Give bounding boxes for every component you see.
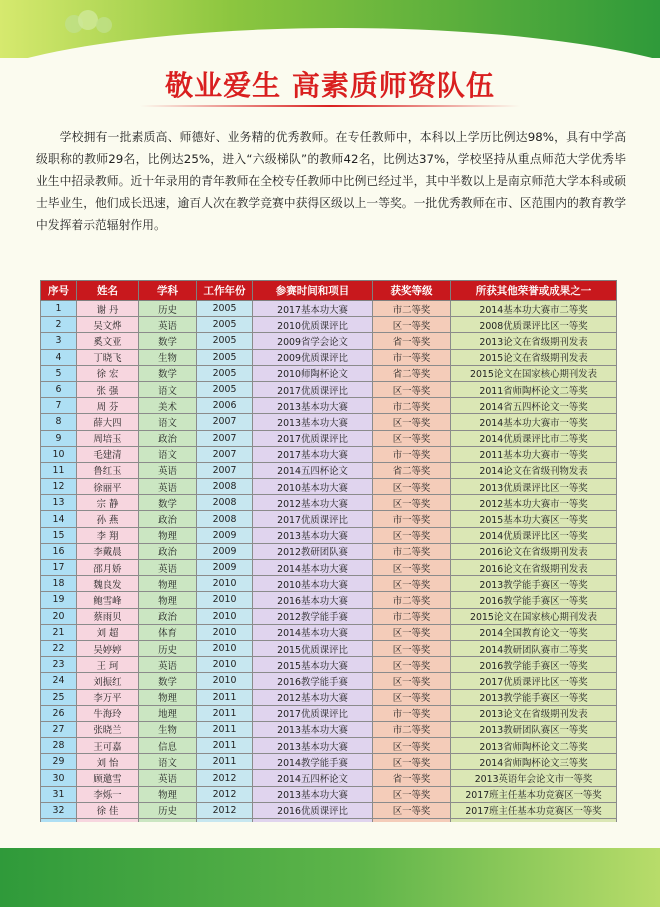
table-cell: 市二等奖 <box>373 721 451 737</box>
table-cell: 2014教研团队赛市二等奖 <box>451 640 617 656</box>
table-cell: 2010师陶杯论文 <box>253 365 373 381</box>
table-cell: 语文 <box>139 414 197 430</box>
table-cell: 13 <box>41 495 77 511</box>
table-cell: 2011 <box>197 754 253 770</box>
table-cell: 16 <box>41 543 77 559</box>
table-cell: 毛建清 <box>77 446 139 462</box>
table-header-row <box>41 281 617 301</box>
table-cell: 2010 <box>197 592 253 608</box>
table-row <box>41 738 617 754</box>
table-cell: 2010 <box>197 657 253 673</box>
table-cell: 市一等奖 <box>373 705 451 721</box>
table-cell: 2010 <box>197 673 253 689</box>
table-cell: 28 <box>41 738 77 754</box>
page-title: 敬业爱生 高素质师资队伍 <box>165 69 495 102</box>
table-cell: 2014五四杯论文 <box>253 462 373 478</box>
table-cell: 徐 佳 <box>77 802 139 818</box>
table-cell: 魏良发 <box>77 576 139 592</box>
table-cell: 区一等奖 <box>373 527 451 543</box>
intro-paragraph: 学校拥有一批素质高、师德好、业务精的优秀教师。在专任教师中，本科以上学历比例达98%，具有中学高级职称的教师29名，比例达25%，进入“六级梯队”的教师42名，比例达37%，学校坚持从重点师范大学优秀毕业生中招录教师。近十年录用的青年教师在全校专任教师中比例已经过半，其中半数以上是南京师范大学本科或硕士毕业生，他们成长迅速，逾百人次在教学竞赛中获得区级以上一等奖。一批优秀教师在市、区范围内的教育教学中发挥着示范辐射作用。 <box>36 130 626 232</box>
table-cell: 区一等奖 <box>373 689 451 705</box>
table-cell: 2015基本功大赛 <box>253 657 373 673</box>
table-row <box>41 705 617 721</box>
table-cell: 鲍雪峰 <box>77 592 139 608</box>
table-cell: 语文 <box>139 381 197 397</box>
table-cell: 2014基本功大赛 <box>253 624 373 640</box>
table-cell: 张晓兰 <box>77 721 139 737</box>
table-cell: 2013基本功大赛 <box>253 398 373 414</box>
table-cell: 区一等奖 <box>373 560 451 576</box>
table-row <box>41 381 617 397</box>
table-cell: 2015论文在国家核心期刊发表 <box>451 365 617 381</box>
table-cell: 刘 怡 <box>77 754 139 770</box>
table-cell: 2007 <box>197 414 253 430</box>
table-cell: 蔡雨贝 <box>77 608 139 624</box>
table-cell: 邵月娇 <box>77 560 139 576</box>
table-cell: 2014省师陶杯论文三等奖 <box>451 754 617 770</box>
table-cell: 徐 宏 <box>77 365 139 381</box>
table-cell: 2011 <box>197 689 253 705</box>
table-cell: 29 <box>41 754 77 770</box>
table-cell: 2012 <box>197 786 253 802</box>
table-cell: 2010基本功大赛 <box>253 576 373 592</box>
table-cell: 2007 <box>197 462 253 478</box>
table-cell: 2013基本功大赛 <box>253 414 373 430</box>
table-cell: 2010优质课评比 <box>253 317 373 333</box>
table-cell: 2007 <box>197 430 253 446</box>
table-cell: 省二等奖 <box>373 462 451 478</box>
table-cell: 32 <box>41 802 77 818</box>
table-cell: 2009 <box>197 560 253 576</box>
table-row <box>41 802 617 818</box>
table-cell: 30 <box>41 770 77 786</box>
table-cell: 李烁一 <box>77 786 139 802</box>
table-header-cell: 工作年份 <box>197 281 253 301</box>
table-row <box>41 754 617 770</box>
table-cell: 2016教学能手赛区一等奖 <box>451 657 617 673</box>
table-cell: 省一等奖 <box>373 770 451 786</box>
table-cell: 美术 <box>139 398 197 414</box>
table-header-cell: 参赛时间和项目 <box>253 281 373 301</box>
flower-decoration-icon <box>60 8 120 38</box>
table-cell: 语文 <box>139 754 197 770</box>
table-cell: 区一等奖 <box>373 640 451 656</box>
table-cell: 2017班主任基本功竞赛区一等奖 <box>451 786 617 802</box>
table-row <box>41 786 617 802</box>
table-cell: 区一等奖 <box>373 624 451 640</box>
table-row <box>41 365 617 381</box>
table-cell: 王可嘉 <box>77 738 139 754</box>
table-cell: 市一等奖 <box>373 511 451 527</box>
table-cell: 2016论文在省级期刊发表 <box>451 543 617 559</box>
table-cell: 物理 <box>139 689 197 705</box>
table-cell: 区一等奖 <box>373 479 451 495</box>
table-cell: 2015论文在省级期刊发表 <box>451 349 617 365</box>
table-cell: 王 珂 <box>77 657 139 673</box>
table-cell: 历史 <box>139 301 197 317</box>
table-cell: 区一等奖 <box>373 414 451 430</box>
table-row <box>41 349 617 365</box>
table-cell: 生物 <box>139 349 197 365</box>
table-cell: 宗 静 <box>77 495 139 511</box>
table-cell: 2017优质课评比 <box>253 430 373 446</box>
table-row <box>41 301 617 317</box>
table-cell: 谢 丹 <box>77 301 139 317</box>
table-row <box>41 446 617 462</box>
table-cell: 语文 <box>139 446 197 462</box>
table-cell: 2014省五四杯论文一等奖 <box>451 398 617 414</box>
table-cell: 2013英语年会论文市一等奖 <box>451 770 617 786</box>
table-cell: 2013基本功大赛 <box>253 721 373 737</box>
table-cell: 区一等奖 <box>373 802 451 818</box>
table-row <box>41 414 617 430</box>
table-cell: 2011基本功大赛市一等奖 <box>451 446 617 462</box>
table-cell: 区一等奖 <box>373 673 451 689</box>
table-cell: 2015基本功大赛区一等奖 <box>451 511 617 527</box>
table-row <box>41 560 617 576</box>
table-cell: 2014教学能手赛 <box>253 754 373 770</box>
table-cell: 区一等奖 <box>373 754 451 770</box>
table-cell: 市二等奖 <box>373 398 451 414</box>
table-cell: 孙 燕 <box>77 511 139 527</box>
table-cell: 2016教学能手赛 <box>253 673 373 689</box>
table-cell: 25 <box>41 689 77 705</box>
table-row <box>41 770 617 786</box>
table-cell: 2012教研团队赛 <box>253 543 373 559</box>
table-cell: 2005 <box>197 317 253 333</box>
table-row <box>41 657 617 673</box>
table-cell: 数学 <box>139 333 197 349</box>
table-row <box>41 333 617 349</box>
table-cell: 2009 <box>197 543 253 559</box>
table-cell: 2017班主任基本功竞赛区一等奖 <box>451 802 617 818</box>
table-cell: 2016教学能手赛区一等奖 <box>451 592 617 608</box>
table-header-cell: 序号 <box>41 281 77 301</box>
table-cell: 2016基本功大赛 <box>253 592 373 608</box>
table-row <box>41 317 617 333</box>
table-cell: 刘 超 <box>77 624 139 640</box>
table-cell: 2005 <box>197 333 253 349</box>
table-cell: 2016论文在省级期刊发表 <box>451 560 617 576</box>
table-cell: 2010 <box>197 608 253 624</box>
table-header-cell: 所获其他荣誉或成果之一 <box>451 281 617 301</box>
table-cell: 2014优质课评比区一等奖 <box>451 527 617 543</box>
table-cell: 历史 <box>139 640 197 656</box>
table-header-cell: 学科 <box>139 281 197 301</box>
table-cell: 2017优质课评比 <box>253 381 373 397</box>
table-cell: 英语 <box>139 560 197 576</box>
table-cell: 23 <box>41 657 77 673</box>
table-cell: 2015论文在国家核心期刊发表 <box>451 608 617 624</box>
table-cell: 2013教学能手赛区一等奖 <box>451 576 617 592</box>
table-cell: 2006 <box>197 398 253 414</box>
table-cell: 体育 <box>139 624 197 640</box>
table-cell: 市二等奖 <box>373 301 451 317</box>
table-row <box>41 640 617 656</box>
table-cell: 2011 <box>197 705 253 721</box>
table-cell: 6 <box>41 381 77 397</box>
table-cell: 地理 <box>139 705 197 721</box>
table-row <box>41 430 617 446</box>
table-cell: 2017优质课评比区一等奖 <box>451 673 617 689</box>
table-cell: 9 <box>41 430 77 446</box>
table-cell: 17 <box>41 560 77 576</box>
table-cell: 历史 <box>139 802 197 818</box>
table-cell: 2016优质课评比 <box>253 802 373 818</box>
table-cell: 2014全国教育论文一等奖 <box>451 624 617 640</box>
table-cell: 区一等奖 <box>373 381 451 397</box>
table-row <box>41 462 617 478</box>
table-cell: 26 <box>41 705 77 721</box>
table-cell: 丁晓飞 <box>77 349 139 365</box>
table-cell: 周培玉 <box>77 430 139 446</box>
table-cell: 2008 <box>197 495 253 511</box>
table-cell: 2014基本功大赛市二等奖 <box>451 301 617 317</box>
table-cell: 5 <box>41 365 77 381</box>
table-cell: 省二等奖 <box>373 365 451 381</box>
table-cell: 英语 <box>139 479 197 495</box>
table-cell: 薛大四 <box>77 414 139 430</box>
table-cell: 2015优质课评比 <box>253 640 373 656</box>
table-cell: 4 <box>41 349 77 365</box>
table-row <box>41 721 617 737</box>
table-cell: 2008 <box>197 479 253 495</box>
table-cell: 2012基本功大赛 <box>253 689 373 705</box>
table-cell: 31 <box>41 786 77 802</box>
table-cell: 2011 <box>197 721 253 737</box>
table-cell: 李万平 <box>77 689 139 705</box>
table-cell: 英语 <box>139 657 197 673</box>
table-cell: 2012基本功大赛 <box>253 495 373 511</box>
table-cell: 10 <box>41 446 77 462</box>
table-cell: 数学 <box>139 365 197 381</box>
table-cell: 区一等奖 <box>373 657 451 673</box>
table-body <box>41 301 617 851</box>
table-row <box>41 689 617 705</box>
table-cell: 2009优质课评比 <box>253 349 373 365</box>
table-cell: 2017优质课评比 <box>253 705 373 721</box>
teacher-table <box>40 280 617 851</box>
table-cell: 2012 <box>197 802 253 818</box>
table-cell: 李戴晨 <box>77 543 139 559</box>
table-row <box>41 673 617 689</box>
table-cell: 2012 <box>197 770 253 786</box>
table-cell: 生物 <box>139 721 197 737</box>
table-cell: 2014优质课评比市二等奖 <box>451 430 617 446</box>
table-row <box>41 592 617 608</box>
table-cell: 22 <box>41 640 77 656</box>
table-cell: 2008 <box>197 511 253 527</box>
table-cell: 政治 <box>139 543 197 559</box>
table-row <box>41 624 617 640</box>
table-cell: 2009省学会论文 <box>253 333 373 349</box>
table-cell: 15 <box>41 527 77 543</box>
table-cell: 英语 <box>139 462 197 478</box>
table-cell: 市二等奖 <box>373 608 451 624</box>
table-cell: 吴婷婷 <box>77 640 139 656</box>
table-cell: 2013基本功大赛 <box>253 738 373 754</box>
table-row <box>41 511 617 527</box>
table-cell: 14 <box>41 511 77 527</box>
table-cell: 2013省师陶杯论文二等奖 <box>451 738 617 754</box>
table-cell: 英语 <box>139 770 197 786</box>
table-cell: 20 <box>41 608 77 624</box>
table-row <box>41 608 617 624</box>
table-cell: 2005 <box>197 301 253 317</box>
table-cell: 18 <box>41 576 77 592</box>
table-cell: 政治 <box>139 511 197 527</box>
table-cell: 市一等奖 <box>373 446 451 462</box>
table-cell: 2014五四杯论文 <box>253 770 373 786</box>
table-cell: 李 翔 <box>77 527 139 543</box>
table-cell: 徐丽平 <box>77 479 139 495</box>
table-cell: 2005 <box>197 365 253 381</box>
table-header-cell: 获奖等级 <box>373 281 451 301</box>
table-cell: 24 <box>41 673 77 689</box>
table-cell: 3 <box>41 333 77 349</box>
table-cell: 省一等奖 <box>373 333 451 349</box>
table-cell: 2013基本功大赛 <box>253 786 373 802</box>
table-cell: 市一等奖 <box>373 349 451 365</box>
table-cell: 鲁红玉 <box>77 462 139 478</box>
table-cell: 2 <box>41 317 77 333</box>
table-cell: 信息 <box>139 738 197 754</box>
table-cell: 11 <box>41 462 77 478</box>
table-cell: 刘振红 <box>77 673 139 689</box>
table-cell: 2013教研团队赛区一等奖 <box>451 721 617 737</box>
table-cell: 2017基本功大赛 <box>253 446 373 462</box>
table-cell: 2005 <box>197 349 253 365</box>
table-header <box>41 281 617 301</box>
table-cell: 区一等奖 <box>373 430 451 446</box>
table-cell: 2012教学能手赛 <box>253 608 373 624</box>
table-cell: 2014基本功大赛 <box>253 560 373 576</box>
table-cell: 2010基本功大赛 <box>253 479 373 495</box>
table-cell: 奚文亚 <box>77 333 139 349</box>
table-cell: 2014基本功大赛市一等奖 <box>451 414 617 430</box>
table-cell: 市二等奖 <box>373 592 451 608</box>
table-cell: 数学 <box>139 673 197 689</box>
table-cell: 2010 <box>197 576 253 592</box>
table-cell: 2012基本功大赛市一等奖 <box>451 495 617 511</box>
table-cell: 市二等奖 <box>373 543 451 559</box>
table-cell: 顾邀雪 <box>77 770 139 786</box>
table-cell: 物理 <box>139 527 197 543</box>
table-cell: 区一等奖 <box>373 495 451 511</box>
table-cell: 2013基本功大赛 <box>253 527 373 543</box>
table-cell: 2009 <box>197 527 253 543</box>
table-row <box>41 398 617 414</box>
table-cell: 牛海玲 <box>77 705 139 721</box>
table-cell: 物理 <box>139 786 197 802</box>
table-cell: 物理 <box>139 576 197 592</box>
table-cell: 1 <box>41 301 77 317</box>
table-cell: 区一等奖 <box>373 317 451 333</box>
table-cell: 2017基本功大赛 <box>253 301 373 317</box>
table-cell: 2011 <box>197 738 253 754</box>
table-cell: 政治 <box>139 430 197 446</box>
table-cell: 21 <box>41 624 77 640</box>
table-cell: 2013论文在省级期刊发表 <box>451 333 617 349</box>
table-row <box>41 527 617 543</box>
table-cell: 2010 <box>197 624 253 640</box>
table-cell: 物理 <box>139 592 197 608</box>
table-cell: 2014论文在省级刊物发表 <box>451 462 617 478</box>
table-cell: 数学 <box>139 495 197 511</box>
table-cell: 2013论文在省级期刊发表 <box>451 705 617 721</box>
table-cell: 19 <box>41 592 77 608</box>
table-cell: 2008优质课评比区一等奖 <box>451 317 617 333</box>
table-cell: 区一等奖 <box>373 576 451 592</box>
table-cell: 7 <box>41 398 77 414</box>
table-cell: 2011省师陶杯论文二等奖 <box>451 381 617 397</box>
table-cell: 8 <box>41 414 77 430</box>
table-cell: 2017优质课评比 <box>253 511 373 527</box>
table-row <box>41 576 617 592</box>
table-cell: 2013优质课评比区一等奖 <box>451 479 617 495</box>
table-cell: 区一等奖 <box>373 738 451 754</box>
table-cell: 吴文烨 <box>77 317 139 333</box>
table-row <box>41 479 617 495</box>
table-cell: 12 <box>41 479 77 495</box>
table-cell: 2007 <box>197 446 253 462</box>
title-underline <box>140 105 520 107</box>
table-header-cell: 姓名 <box>77 281 139 301</box>
table-cell: 27 <box>41 721 77 737</box>
bottom-green-band <box>0 848 660 907</box>
table-cell: 2005 <box>197 381 253 397</box>
table-cell: 英语 <box>139 317 197 333</box>
table-cell: 周 芬 <box>77 398 139 414</box>
table-cell: 2013教学能手赛区一等奖 <box>451 689 617 705</box>
table-cell: 2010 <box>197 640 253 656</box>
table-row <box>41 543 617 559</box>
table-row <box>41 495 617 511</box>
table-cell: 政治 <box>139 608 197 624</box>
table-cell: 区一等奖 <box>373 786 451 802</box>
table-cell: 张 强 <box>77 381 139 397</box>
